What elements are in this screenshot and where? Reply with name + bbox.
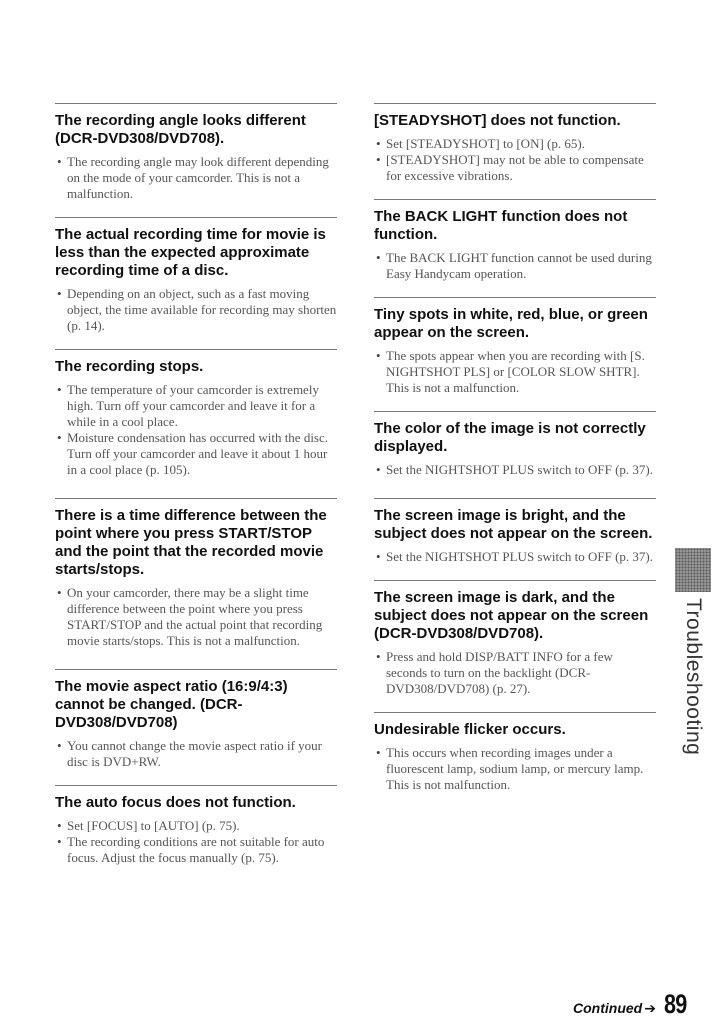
section-title: Undesirable flicker occurs. — [374, 721, 566, 738]
section-tab — [673, 548, 713, 760]
section — [55, 785, 337, 866]
section-tab-label: Troubleshooting — [682, 598, 705, 756]
right-column — [374, 103, 656, 793]
section-title: The recording stops. — [55, 358, 204, 375]
bullet-item: • Set the NIGHTSHOT PLUS switch to OFF (p. 37). — [374, 462, 656, 478]
bullet-item: • You cannot change the movie aspect ratio if your disc is DVD+RW. — [55, 738, 337, 770]
left-column — [55, 103, 337, 866]
tab-pattern-decoration — [675, 548, 711, 592]
section-title: The auto focus does not function. — [55, 794, 296, 811]
bullet-item: • This occurs when recording images under a fluorescent lamp, sodium lamp, or mercury lamp. This is not malfunction. — [374, 745, 656, 793]
section — [55, 349, 337, 478]
section — [374, 297, 656, 396]
bullet-item: • The temperature of your camcorder is extremely high. Turn off your camcorder and leave it for a while in a cool place. — [55, 382, 337, 430]
right-arrow-icon: ➔ — [644, 1001, 656, 1017]
bullet-item: • [STEADYSHOT] may not be able to compensate for excessive vibrations. — [374, 152, 656, 184]
section — [374, 498, 656, 565]
section — [374, 580, 656, 697]
bullet-item: • The recording angle may look different depending on the mode of your camcorder. This is not a malfunction. — [55, 154, 337, 202]
section-title: There is a time difference between the point where you press START/STOP and the point that the recorded movie starts/stops. — [55, 507, 327, 578]
section-title: [STEADYSHOT] does not function. — [374, 112, 621, 129]
section-title: The screen image is bright, and the subject does not appear on the screen. — [374, 507, 653, 542]
section — [374, 411, 656, 478]
section — [55, 103, 337, 202]
bullet-item: • The spots appear when you are recording with [S. NIGHTSHOT PLS] or [COLOR SLOW SHTR]. This is not a malfunction. — [374, 348, 656, 396]
section-title: The actual recording time for movie is less than the expected approximate recording time of a disc. — [55, 226, 326, 279]
section — [374, 199, 656, 282]
bullet-item: • Set [FOCUS] to [AUTO] (p. 75). — [55, 818, 337, 834]
bullet-item: • Press and hold DISP/BATT INFO for a few seconds to turn on the backlight (DCR-DVD308/DVD708) (p. 27). — [374, 649, 656, 697]
section-title: Tiny spots in white, red, blue, or green appear on the screen. — [374, 306, 648, 341]
section-title: The color of the image is not correctly displayed. — [374, 420, 646, 455]
bullet-item: • On your camcorder, there may be a slight time difference between the point where you press START/STOP and the actual point that recording movie starts/stops. This is not a malfunction. — [55, 585, 337, 649]
section — [374, 103, 656, 184]
section — [55, 669, 337, 770]
section-title: The BACK LIGHT function does not function. — [374, 208, 628, 243]
section — [55, 498, 337, 649]
bullet-item: • Set the NIGHTSHOT PLUS switch to OFF (p. 37). — [374, 549, 656, 565]
bullet-item: • Set [STEADYSHOT] to [ON] (p. 65). — [374, 136, 656, 152]
page-number: 89 — [663, 989, 687, 1019]
page-footer — [573, 989, 692, 1020]
section-title: The screen image is dark, and the subject does not appear on the screen (DCR-DVD308/DVD708). — [374, 589, 649, 642]
section-title: The recording angle looks different (DCR-DVD308/DVD708). — [55, 112, 306, 147]
bullet-item: • Moisture condensation has occurred with the disc. Turn off your camcorder and leave it about 1 hour in a cool place (p. 105). — [55, 430, 337, 478]
bullet-item: • Depending on an object, such as a fast moving object, the time available for recording may shorten (p. 14). — [55, 286, 337, 334]
section — [55, 217, 337, 334]
continued-label: Continued — [573, 1000, 643, 1016]
bullet-item: • The recording conditions are not suitable for auto focus. Adjust the focus manually (p. 75). — [55, 834, 337, 866]
bullet-item: • The BACK LIGHT function cannot be used during Easy Handycam operation. — [374, 250, 656, 282]
section — [374, 712, 656, 793]
section-title: The movie aspect ratio (16:9/4:3) cannot be changed. (DCR-DVD308/DVD708) — [55, 678, 288, 731]
